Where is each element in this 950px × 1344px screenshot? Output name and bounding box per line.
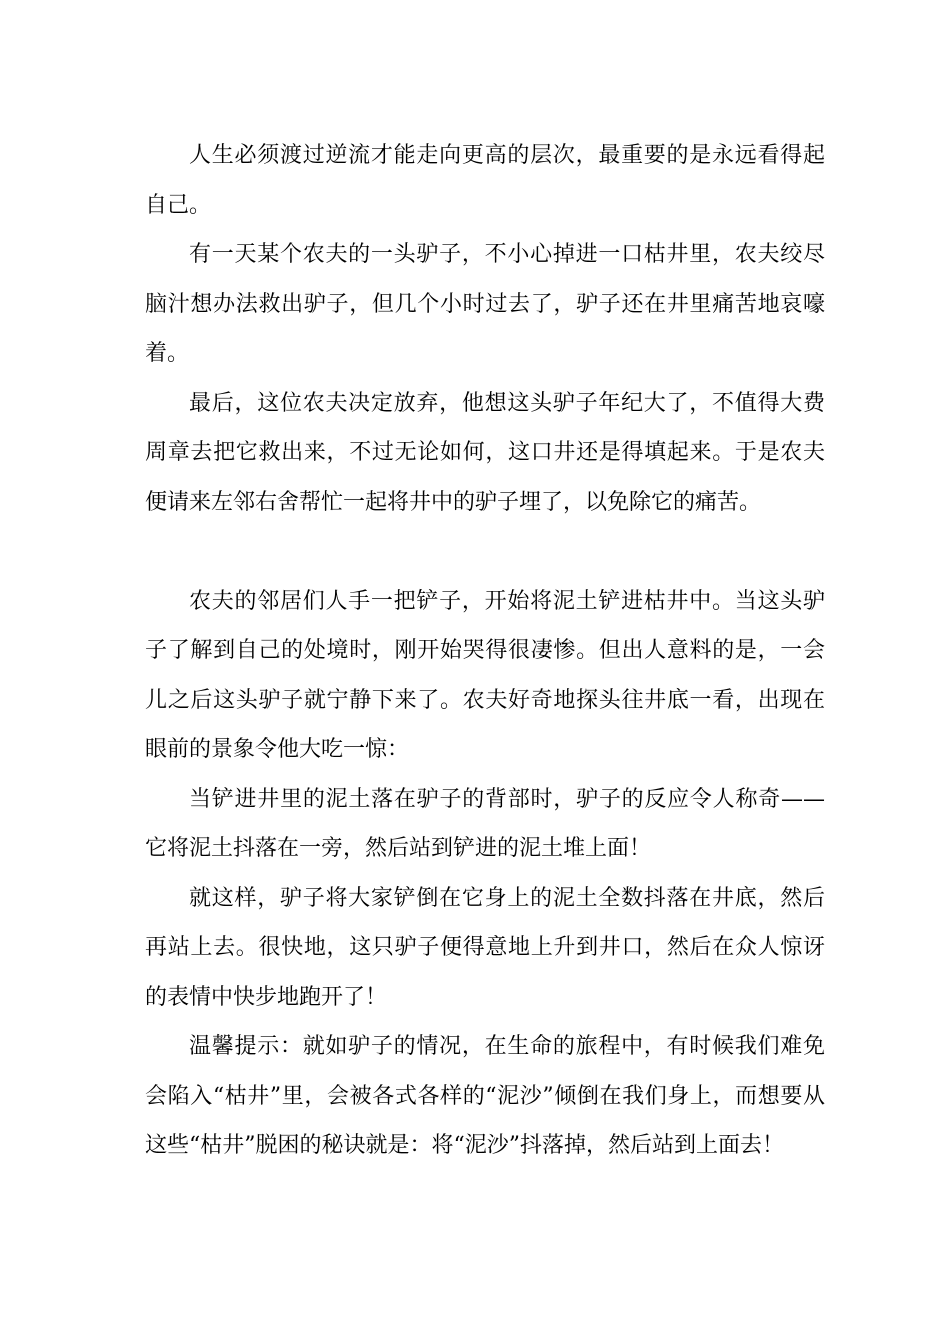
document-body	[145, 131, 825, 1171]
paragraph-7: 温馨提示：就如驴子的情况，在生命的旅程中，有时候我们难免会陷入“枯井”里，会被各式各样的“泥沙”倾倒在我们身上，而想要从这些“枯井”脱困的秘诀就是：将“泥沙”抖落掉，然后站到上面去！	[145, 1034, 825, 1158]
paragraph-4: 农夫的邻居们人手一把铲子，开始将泥土铲进枯井中。当这头驴子了解到自己的处境时，刚开始哭得很凄惨。但出人意料的是，一会儿之后这头驴子就宁静下来了。农夫好奇地探头往井底一看，出现在眼前的景象令他大吃一惊：	[145, 588, 825, 762]
paragraph-5: 当铲进井里的泥土落在驴子的背部时，驴子的反应令人称奇——它将泥土抖落在一旁，然后站到铲进的泥土堆上面！	[145, 786, 825, 861]
paragraph-2: 有一天某个农夫的一头驴子，不小心掉进一口枯井里，农夫绞尽脑汁想办法救出驴子，但几个小时过去了，驴子还在井里痛苦地哀嚎着。	[145, 242, 825, 366]
paragraph-6: 就这样，驴子将大家铲倒在它身上的泥土全数抖落在井底，然后再站上去。很快地，这只驴子便得意地上升到井口，然后在众人惊讶的表情中快步地跑开了！	[145, 885, 825, 1010]
paragraph-3: 最后，这位农夫决定放弃，他想这头驴子年纪大了，不值得大费周章去把它救出来，不过无论如何，这口井还是得填起来。于是农夫便请来左邻右舍帮忙一起将井中的驴子埋了，以免除它的痛苦。	[145, 390, 825, 515]
paragraph-1: 人生必须渡过逆流才能走向更高的层次，最重要的是永远看得起自己。	[145, 143, 825, 218]
